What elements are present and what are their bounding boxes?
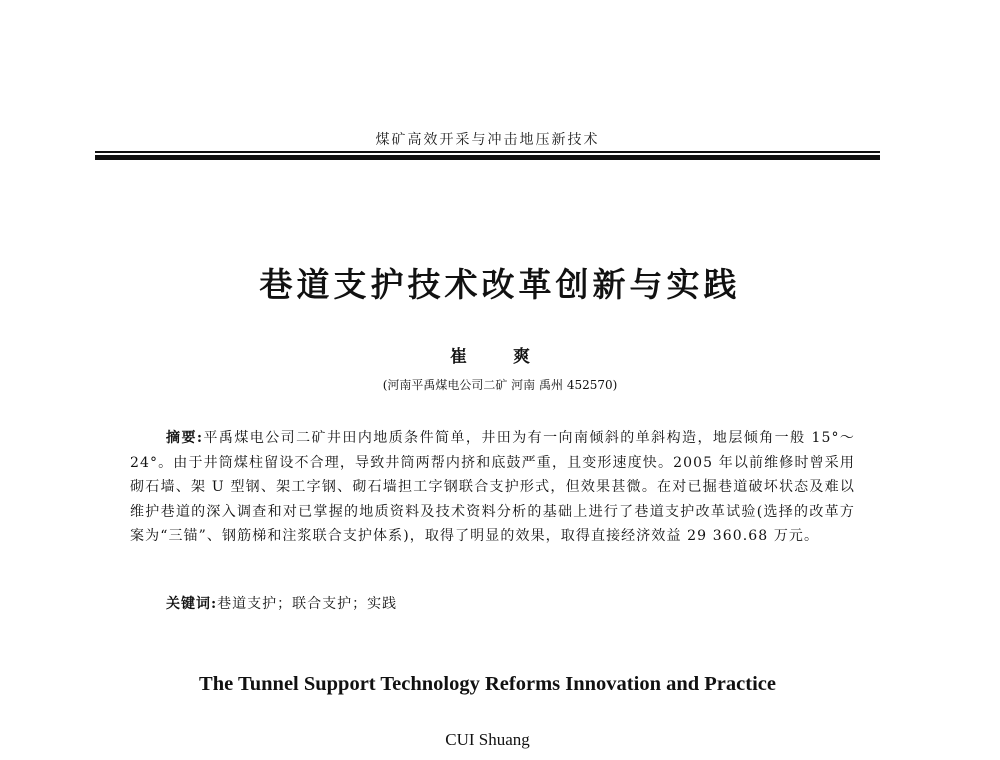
article-title-en: The Tunnel Support Technology Reforms Innovation and Practice	[199, 673, 776, 695]
author-en: CUI Shuang	[445, 730, 530, 749]
keywords-line	[166, 593, 397, 613]
header-rule-thin	[95, 151, 880, 153]
keywords-label: 关键词:	[166, 596, 218, 612]
abstract-text: 平禹煤电公司二矿井田内地质条件简单，井田为有一向南倾斜的单斜构造，地层倾角一般 15°～24°。由于井筒煤柱留设不合理，导致井筒两帮内挤和底鼓严重，且变形速度快。2005 年以前维修时曾采用砌石墙、架 U 型钢、架工字钢、砌石墙担工字钢联合支护形式，但效果甚微。在对已掘巷道破坏状态及难以维护巷道的深入调查和对已掌握的地质资料及技术资料分析的基础上进行了巷道支护改革试验(选择的改革方案为“三锚”、钢筋梯和注浆联合支护体系)，取得了明显的效果，取得直接经济效益 29 360.68 万元。	[130, 430, 856, 544]
running-header: 煤矿高效开采与冲击地压新技术	[375, 132, 600, 148]
article-title-cn: 巷道支护技术改革创新与实践	[259, 265, 741, 304]
keywords-text: 巷道支护；联合支护；实践	[217, 596, 398, 612]
abstract-label: 摘要:	[166, 430, 204, 446]
author-cn: 崔 爽	[450, 347, 550, 367]
header-rule-thick	[95, 155, 880, 160]
abstract-block	[130, 426, 855, 549]
affiliation-cn: (河南平禹煤电公司二矿 河南 禹州 452570)	[382, 378, 618, 392]
abstract-paragraph	[130, 426, 855, 549]
